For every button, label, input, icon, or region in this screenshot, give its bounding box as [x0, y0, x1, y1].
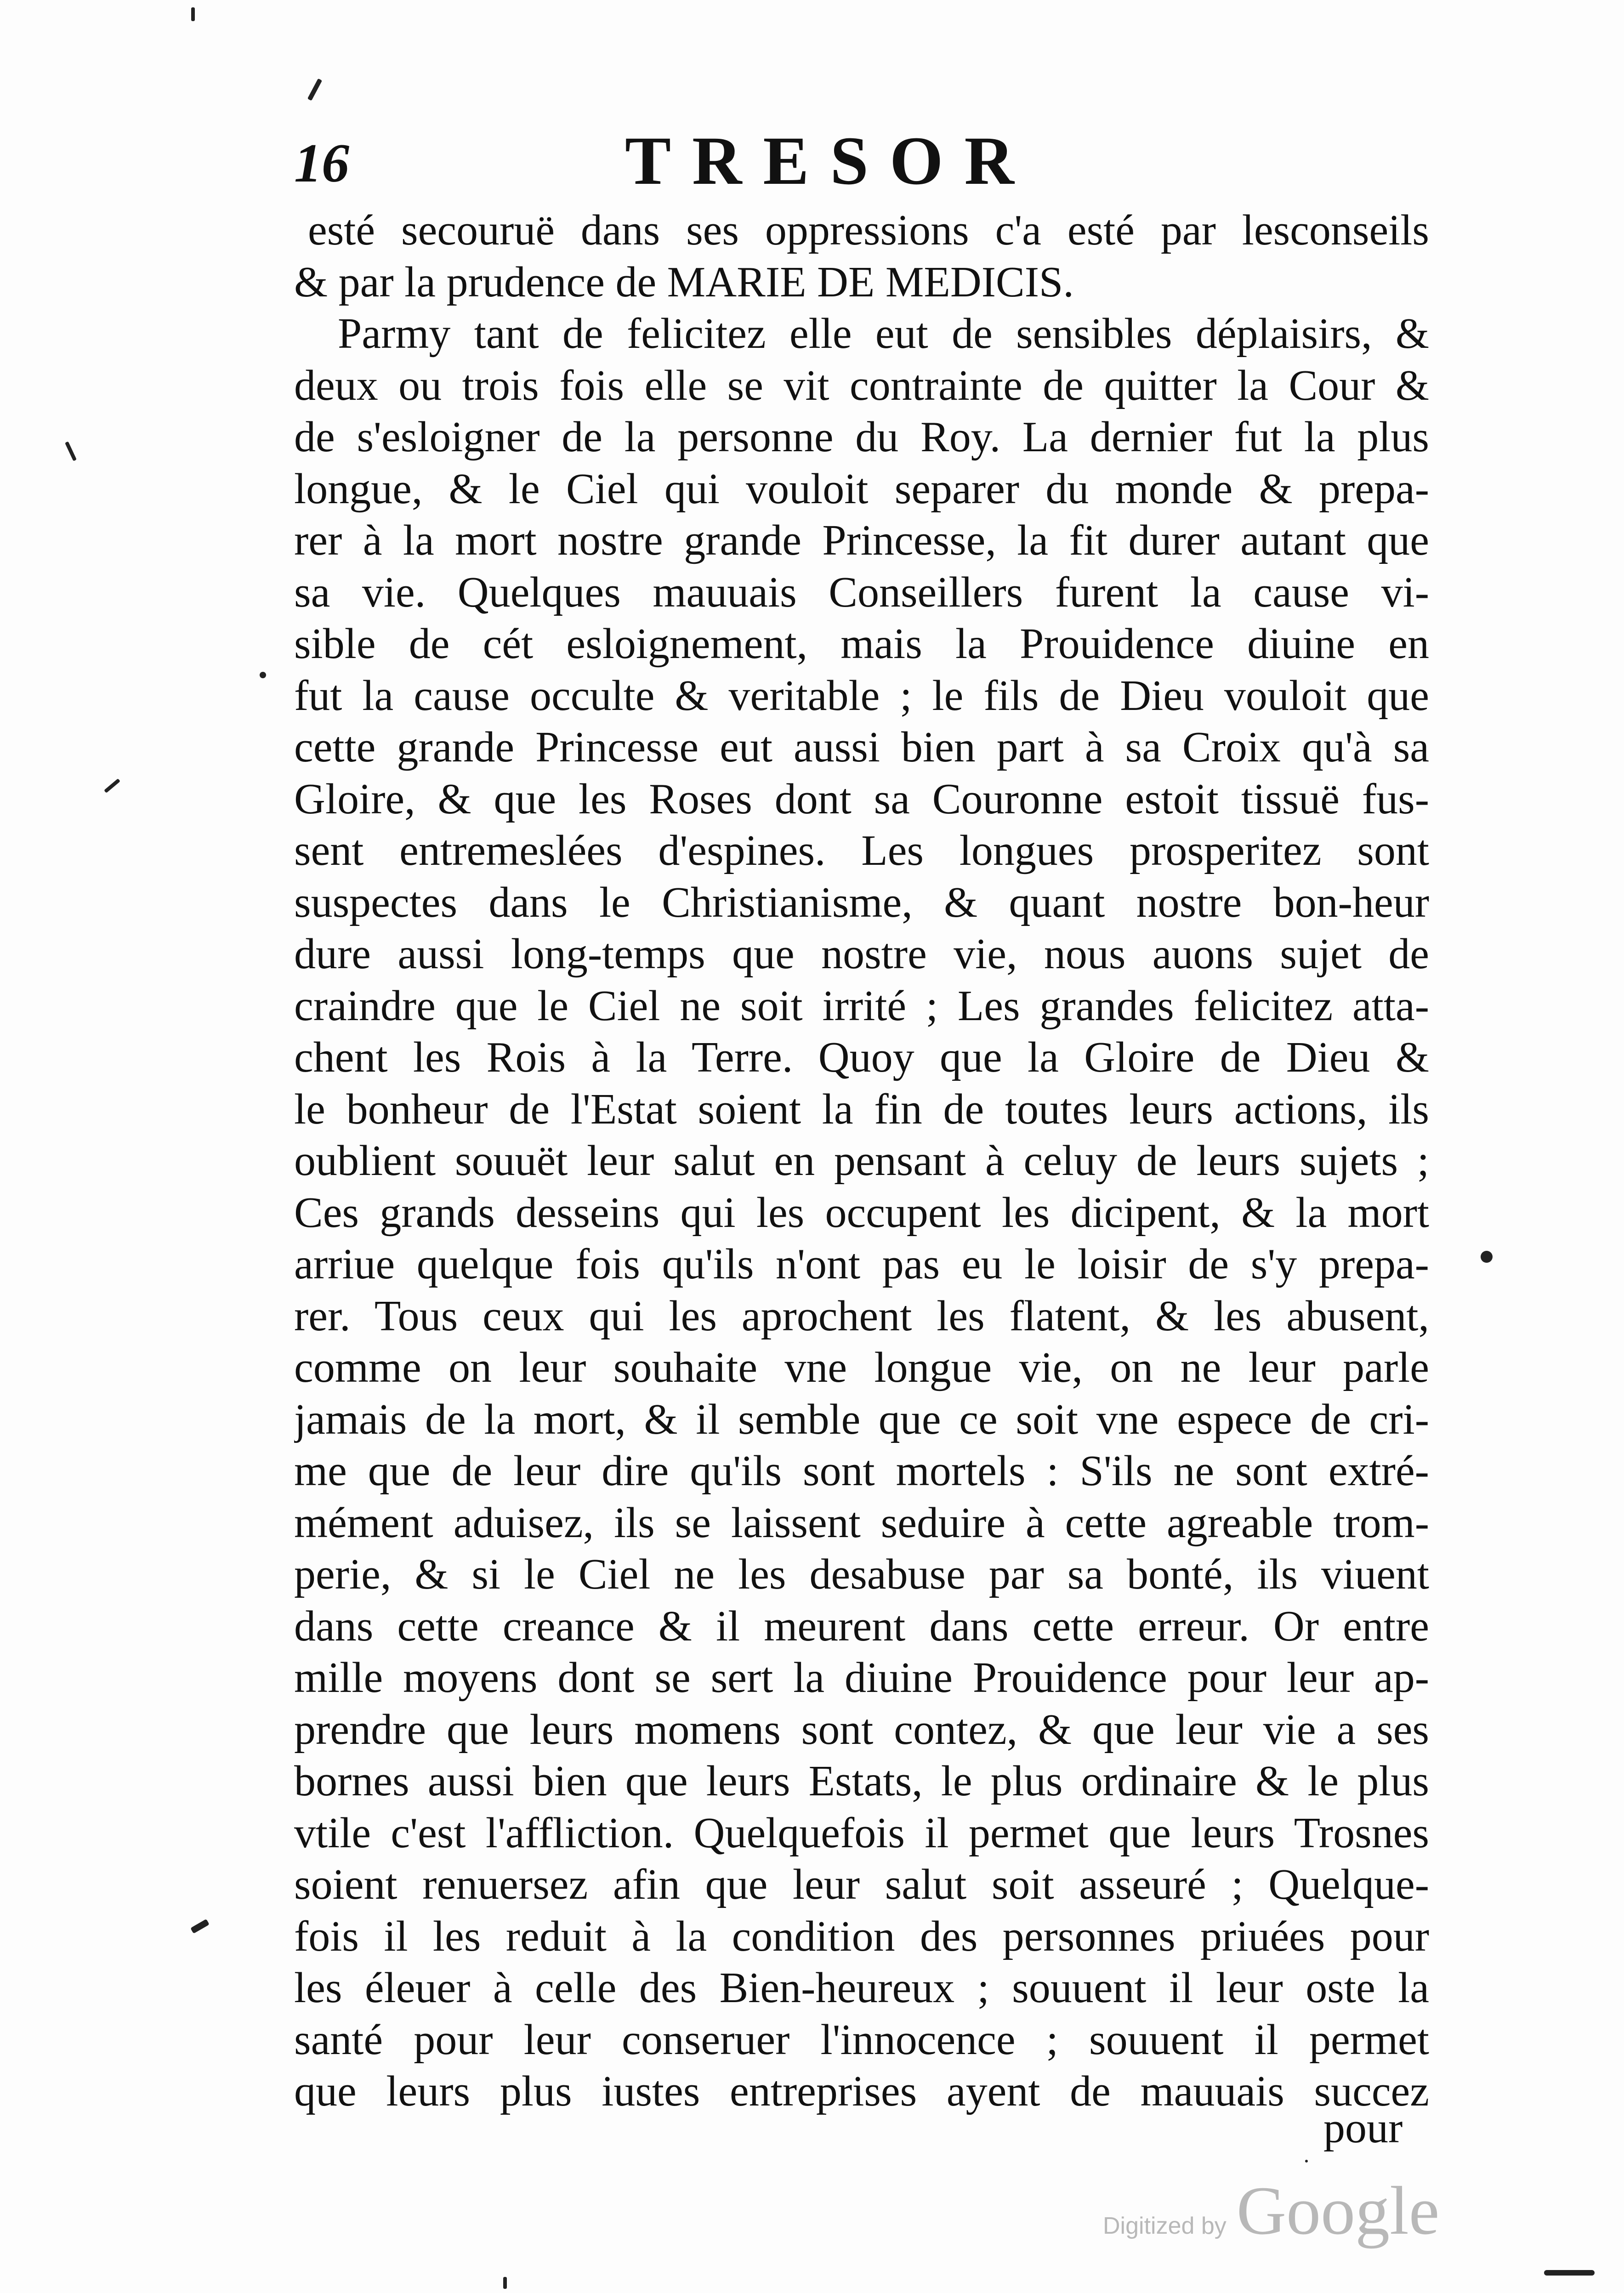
text-line: chent les Rois à la Terre. Quoy que la Gloire de Dieu &	[294, 1033, 1429, 1081]
watermark-prefix: Digitized by	[1103, 2213, 1227, 2239]
text-line: arriue quelque fois qu'ils n'ont pas eu le loisir de s'y prepa-	[294, 1240, 1429, 1288]
ink-speck	[1544, 2270, 1595, 2276]
text-line: mément aduisez, ils se laissent seduire à cette agreable trom-	[294, 1498, 1429, 1547]
running-title: TRESOR	[625, 123, 1035, 199]
ink-speck	[190, 1919, 210, 1934]
text-line: sible de cét esloignement, mais la Prouidence diuine en	[294, 620, 1429, 668]
text-line: perie, & si le Ciel ne les desabuse par sa bonté, ils viuent	[294, 1550, 1429, 1598]
text-line: sent entremeslées d'espines. Les longues prosperitez sont	[294, 827, 1429, 874]
text-line: vtile c'est l'affliction. Quelquefois il permet que leurs Trosnes	[294, 1809, 1429, 1857]
text-line: longue, & le Ciel qui vouloit separer du monde & prepa-	[294, 465, 1429, 513]
text-line: Ces grands desseins qui les occupent les dicipent, & la mort	[294, 1188, 1429, 1237]
text-line: suspectes dans le Christianisme, & quant nostre bon-heur	[294, 878, 1429, 926]
text-line: Parmy tant de felicitez elle eut de sensibles déplaisirs, &	[338, 310, 1429, 358]
text-line: dure aussi long-temps que nostre vie, nous auons sujet de	[294, 930, 1429, 978]
page-number: 16	[294, 132, 349, 193]
ink-speck	[307, 79, 322, 101]
text-line: les éleuer à celle des Bien-heureux ; souuent il leur oste la	[294, 1964, 1429, 2012]
text-line: rer à la mort nostre grande Princesse, la fit durer autant que	[294, 516, 1429, 564]
text-line: de s'esloigner de la personne du Roy. La dernier fut la plus	[294, 413, 1429, 461]
google-logo: Google	[1236, 2173, 1440, 2249]
text-line: fois il les reduit à la condition des personnes priuées pour	[294, 1912, 1429, 1960]
text-line: Gloire, & que les Roses dont sa Couronne estoit tissuë fus-	[294, 775, 1429, 823]
text-line: fut la cause occulte & veritable ; le fils de Dieu vouloit que	[294, 671, 1429, 720]
digitized-watermark	[1103, 2171, 1439, 2250]
text-line: deux ou trois fois elle se vit contrainte de quitter la Cour &	[294, 361, 1429, 409]
text-line: rer. Tous ceux qui les aprochent les flatent, & les abusent,	[294, 1292, 1429, 1340]
text-line: & par la prudence de MARIE DE MEDICIS.	[294, 258, 1074, 306]
text-line: oublient souuët leur salut en pensant à celuy de leurs sujets ;	[294, 1137, 1429, 1185]
text-line: cette grande Princesse eut aussi bien part à sa Croix qu'à sa	[294, 723, 1429, 771]
ink-speck	[260, 672, 266, 678]
ink-speck	[191, 7, 195, 21]
text-line: prendre que leurs momens sont contez, & que leur vie a ses	[294, 1705, 1429, 1754]
ink-speck	[104, 778, 120, 793]
catchword: pour	[1323, 2104, 1403, 2152]
text-line: dans cette creance & il meurent dans cette erreur. Or entre	[294, 1602, 1429, 1650]
text-line: santé pour leur conseruer l'innocence ; souuent il permet	[294, 2015, 1429, 2064]
body-text	[294, 204, 1429, 2117]
ink-speck	[1305, 2160, 1308, 2162]
text-line: comme on leur souhaite vne longue vie, on ne leur parle	[294, 1344, 1429, 1391]
text-line: me que de leur dire qu'ils sont mortels : S'ils ne sont extré-	[294, 1447, 1429, 1495]
ink-speck	[503, 2277, 507, 2289]
text-line: sa vie. Quelques mauuais Conseillers furent la cause vi-	[294, 568, 1429, 616]
text-line: esté secouruë dans ses oppressions c'a esté par lesconseils	[308, 206, 1429, 254]
text-line: jamais de la mort, & il semble que ce soit vne espece de cri-	[294, 1395, 1429, 1443]
text-line: craindre que le Ciel ne soit irrité ; Les grandes felicitez atta-	[294, 982, 1429, 1030]
page-header	[294, 124, 1443, 202]
text-line: bornes aussi bien que leurs Estats, le plus ordinaire & le plus	[294, 1757, 1429, 1805]
text-line: le bonheur de l'Estat soient la fin de toutes leurs actions, ils	[294, 1085, 1429, 1133]
text-line: que leurs plus iustes entreprises ayent de mauuais succez	[294, 2067, 1429, 2115]
text-line: mille moyens dont se sert la diuine Prouidence pour leur ap-	[294, 1654, 1429, 1702]
text-line: soient renuersez afin que leur salut soit asseuré ; Quelque-	[294, 1861, 1429, 1908]
ink-speck	[65, 441, 77, 461]
ink-speck	[1481, 1251, 1493, 1263]
